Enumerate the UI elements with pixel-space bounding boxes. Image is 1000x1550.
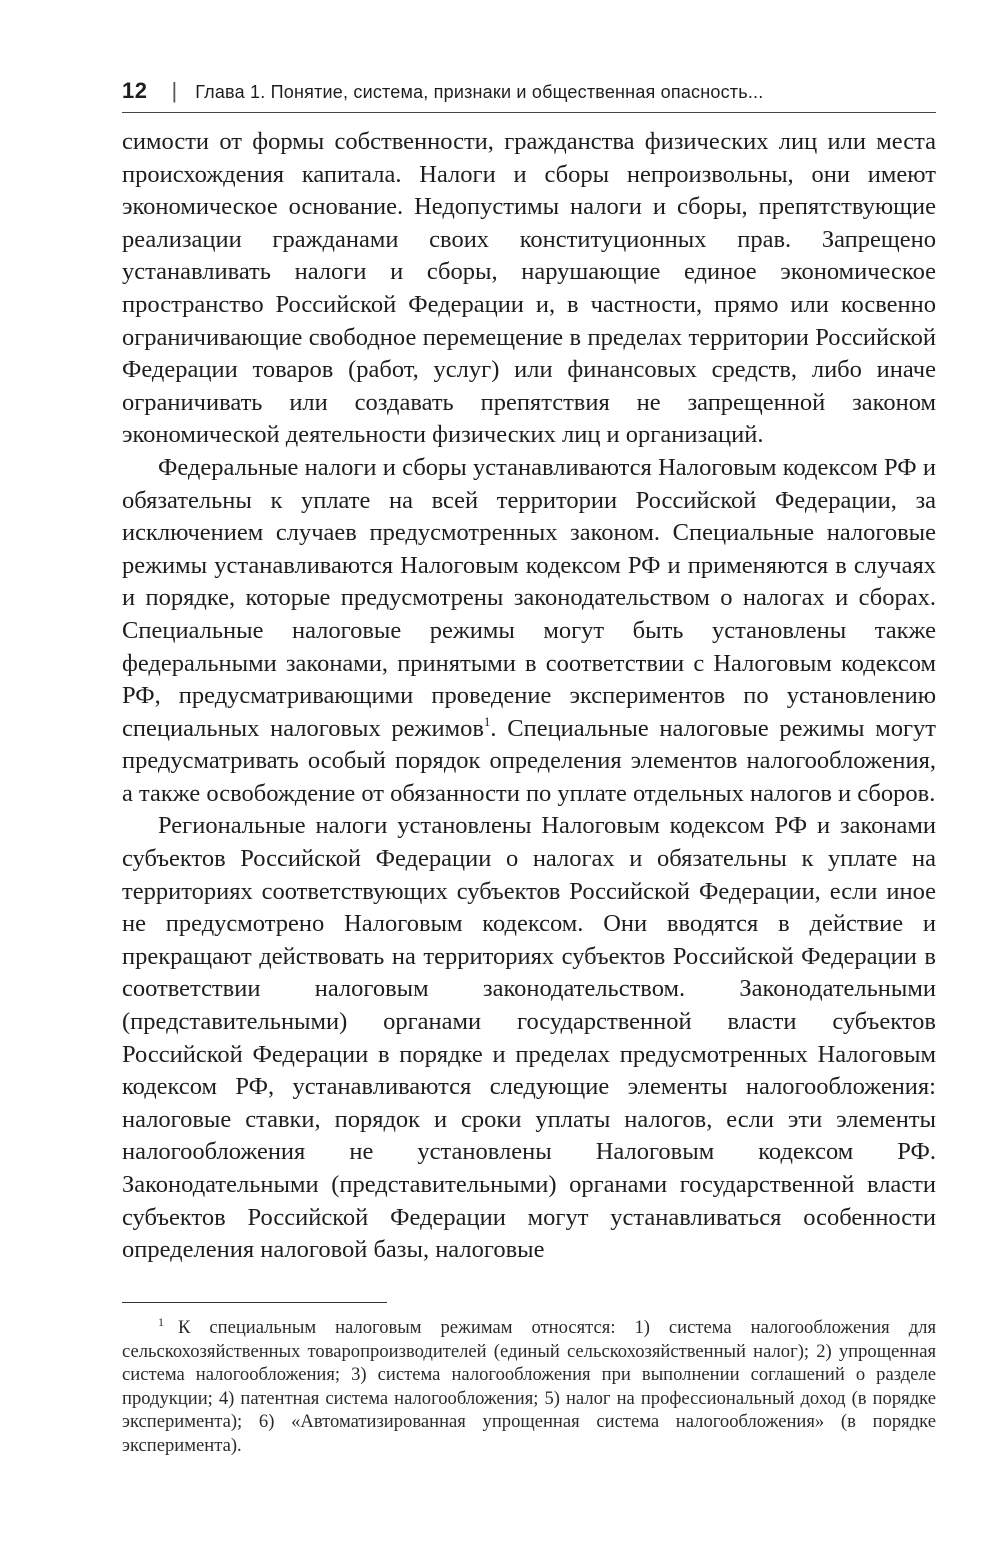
running-header: [122, 78, 936, 113]
paragraph-2-text-b: . Специальные налоговые режимы могут предусматривать особый порядок определения элементов налогообложения, а также освобождение от обязанности по уплате отдельных налогов и сборов.: [122, 714, 936, 807]
running-title: Глава 1. Понятие, система, признаки и общественная опасность...: [195, 82, 764, 102]
page-number: 12: [122, 78, 148, 103]
paragraph-1: симости от формы собственности, гражданства физических лиц или места происхождения капитала. Налоги и сборы непроизвольны, они имеют экономическое основание. Недопустимы налоги и сборы, препятствующие реализации гражданами своих конституционных прав. Запрещено устанавливать налоги и сборы, нарушающие единое экономическое пространство Российской Федерации и, в частности, прямо или косвенно ограничивающие свободное перемещение в пределах территории Российской Федерации товаров (работ, услуг) или финансовых средств, либо иначе ограничивать или создавать препятствия не запрещенной законом экономической деятельности физических лиц и организаций.: [122, 128, 936, 449]
paragraph-2: [122, 452, 936, 811]
footnote-divider: [122, 1302, 387, 1303]
paragraph-3: Региональные налоги установлены Налоговым кодексом РФ и законами субъектов Российской Федерации о налогах и обязательны к уплате на территориях соответствующих субъектов Российской Федерации, если иное не предусмотрено Налоговым кодексом. Они вводятся в действие и прекращают действовать на территориях субъектов Российской Федерации в соответствии налоговым законодательством. Законодательными (представительными) органами государственной власти субъектов Российской Федерации в порядке и пределах предусмотренных Налоговым кодексом РФ, устанавливаются следующие элементы налогообложения: налоговые ставки, порядок и сроки уплаты налогов, если эти элементы налогообложения не установлены Налоговым кодексом РФ. Законодательными (представительными) органами государственной власти субъектов Российской Федерации могут устанавливаться особенности определения налоговой базы, налоговые: [122, 812, 936, 1264]
paragraph-2-text-a: Федеральные налоги и сборы устанавливаются Налоговым кодексом РФ и обязательны к уплате на всей территории Российской Федерации, за исключением случаев предусмотренных законом. Специальные налоговые режимы устанавливаются Налоговым кодексом РФ и применяются в случаях и порядке, которые предусмотрены законодательством о налогах и сборах. Специальные налоговые режимы могут быть установлены также федеральными законами, принятыми в соответствии с Налоговым кодексом РФ, предусматривающими проведение экспериментов по установлению специальных налоговых режимов: [122, 453, 936, 742]
footnote-reference[interactable]: 1: [483, 713, 491, 729]
header-separator: |: [171, 78, 178, 103]
footnote-mark: 1: [158, 1315, 164, 1329]
body-text: [122, 126, 936, 1267]
footnote-text: К специальным налоговым режимам относятся: 1) система налогообложения для сельскохозяйственных товаропроизводителей (единый сельскохозяйственный налог); 2) упрощенная система налогообложения; 3) система налогообложения при выполнении соглашений о разделе продукции; 4) патентная система налогообложения; 5) налог на профессиональный доход (в порядке эксперимента); 6) «Автоматизированная упрощенная система налогообложения» (в порядке эксперимента).: [122, 1317, 936, 1456]
footnote: [122, 1316, 936, 1457]
